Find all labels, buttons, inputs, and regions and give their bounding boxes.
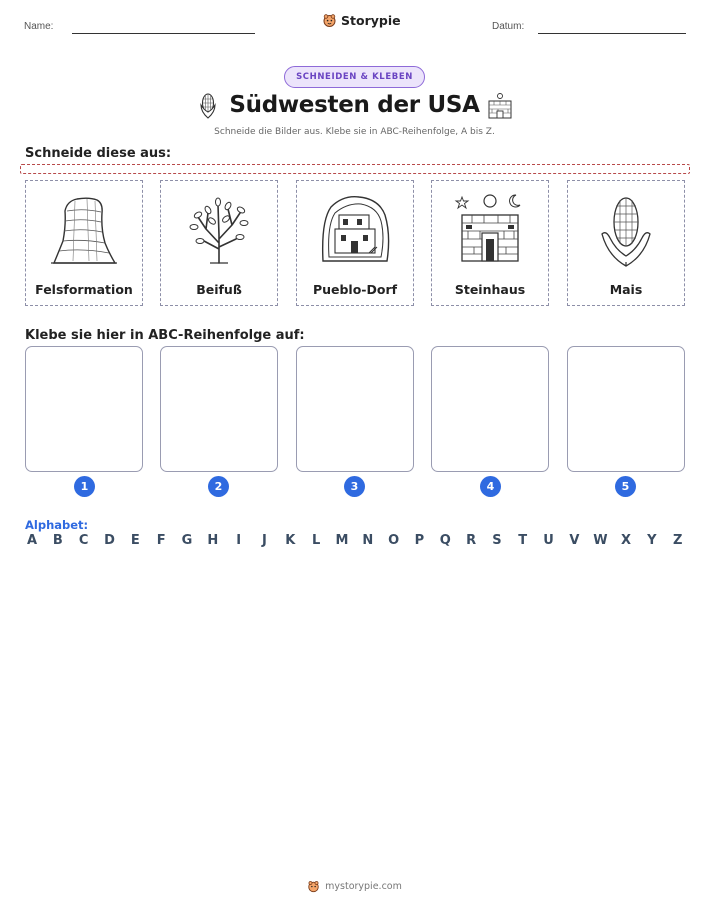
page-title: Südwesten der USA [229,92,480,118]
paste-slot-1[interactable] [25,346,143,472]
storypie-mascot-icon [307,880,320,893]
card-label: Beifuß [196,282,242,297]
footer-site: mystorypie.com [325,881,402,892]
cut-card-felsformation[interactable] [25,180,143,306]
corn-icon [596,190,656,268]
paste-slot-4[interactable] [431,346,549,472]
paste-slot-3[interactable] [296,346,414,472]
name-label: Name: [24,21,54,32]
cut-line [20,164,690,174]
sagebrush-icon [184,191,254,267]
date-line[interactable] [538,33,686,34]
instructions: Schneide die Bilder aus. Klebe sie in ABC-Reihenfolge, A bis Z. [214,127,495,137]
cut-card-mais[interactable] [567,180,685,306]
alphabet-letter: Y [647,533,657,548]
brand-logo [322,13,401,28]
alphabet-letter: X [621,533,632,548]
cut-card-steinhaus[interactable] [431,180,549,306]
stone-house-icon [454,191,526,267]
name-line[interactable] [72,33,255,34]
activity-badge: SCHNEIDEN & KLEBEN [284,66,425,88]
cut-card-pueblo-dorf[interactable] [296,180,414,306]
date-label: Datum: [492,21,525,32]
alphabet-letter: C [78,533,89,548]
alphabet-letter: V [569,533,580,548]
cut-heading: Schneide diese aus: [25,146,172,161]
alphabet-letter: B [52,533,63,548]
alphabet-letter: Q [439,533,451,548]
alphabet-letter: K [285,533,296,548]
storypie-mascot-icon [322,13,337,28]
paste-slot-5[interactable] [567,346,685,472]
alphabet-letter: H [207,533,219,548]
alphabet-letter: A [26,533,38,548]
alphabet-letter: U [543,533,554,548]
rock-formation-icon [49,191,119,267]
alphabet-letter: N [362,533,374,548]
alphabet-letter: M [335,533,349,548]
alphabet-letter: G [181,533,193,548]
alphabet-letter: F [156,533,166,548]
slot-number-2: 2 [208,476,229,497]
stone-house-title-icon [486,92,514,120]
alphabet-letter: O [388,533,400,548]
cut-card-beifuss[interactable] [160,180,278,306]
paste-heading: Klebe sie hier in ABC-Reihenfolge auf: [25,328,305,343]
card-label: Felsformation [35,282,133,297]
alphabet-letter: P [414,533,425,548]
slot-number-3: 3 [344,476,365,497]
card-label: Pueblo-Dorf [312,282,398,297]
card-label: Steinhaus [454,282,526,297]
alphabet-letter: J [262,533,267,548]
paste-slot-2[interactable] [160,346,278,472]
alphabet-letter: I [236,533,242,548]
brand-name: Storypie [341,13,401,28]
alphabet-letter: D [104,533,115,548]
slot-number-1: 1 [74,476,95,497]
pueblo-village-icon [319,191,391,267]
alphabet-letter: W [593,533,608,548]
alphabet-heading: Alphabet: [25,518,89,532]
alphabet-letter: Z [672,533,683,548]
slot-number-5: 5 [615,476,636,497]
alphabet-letter: R [466,533,477,548]
alphabet-row [25,533,685,548]
alphabet-letter: E [130,533,140,548]
alphabet-letter: T [518,533,528,548]
alphabet-letter: S [492,533,502,548]
card-label: Mais [609,282,643,297]
alphabet-letter: L [311,533,321,548]
footer [0,880,709,893]
slot-number-4: 4 [480,476,501,497]
